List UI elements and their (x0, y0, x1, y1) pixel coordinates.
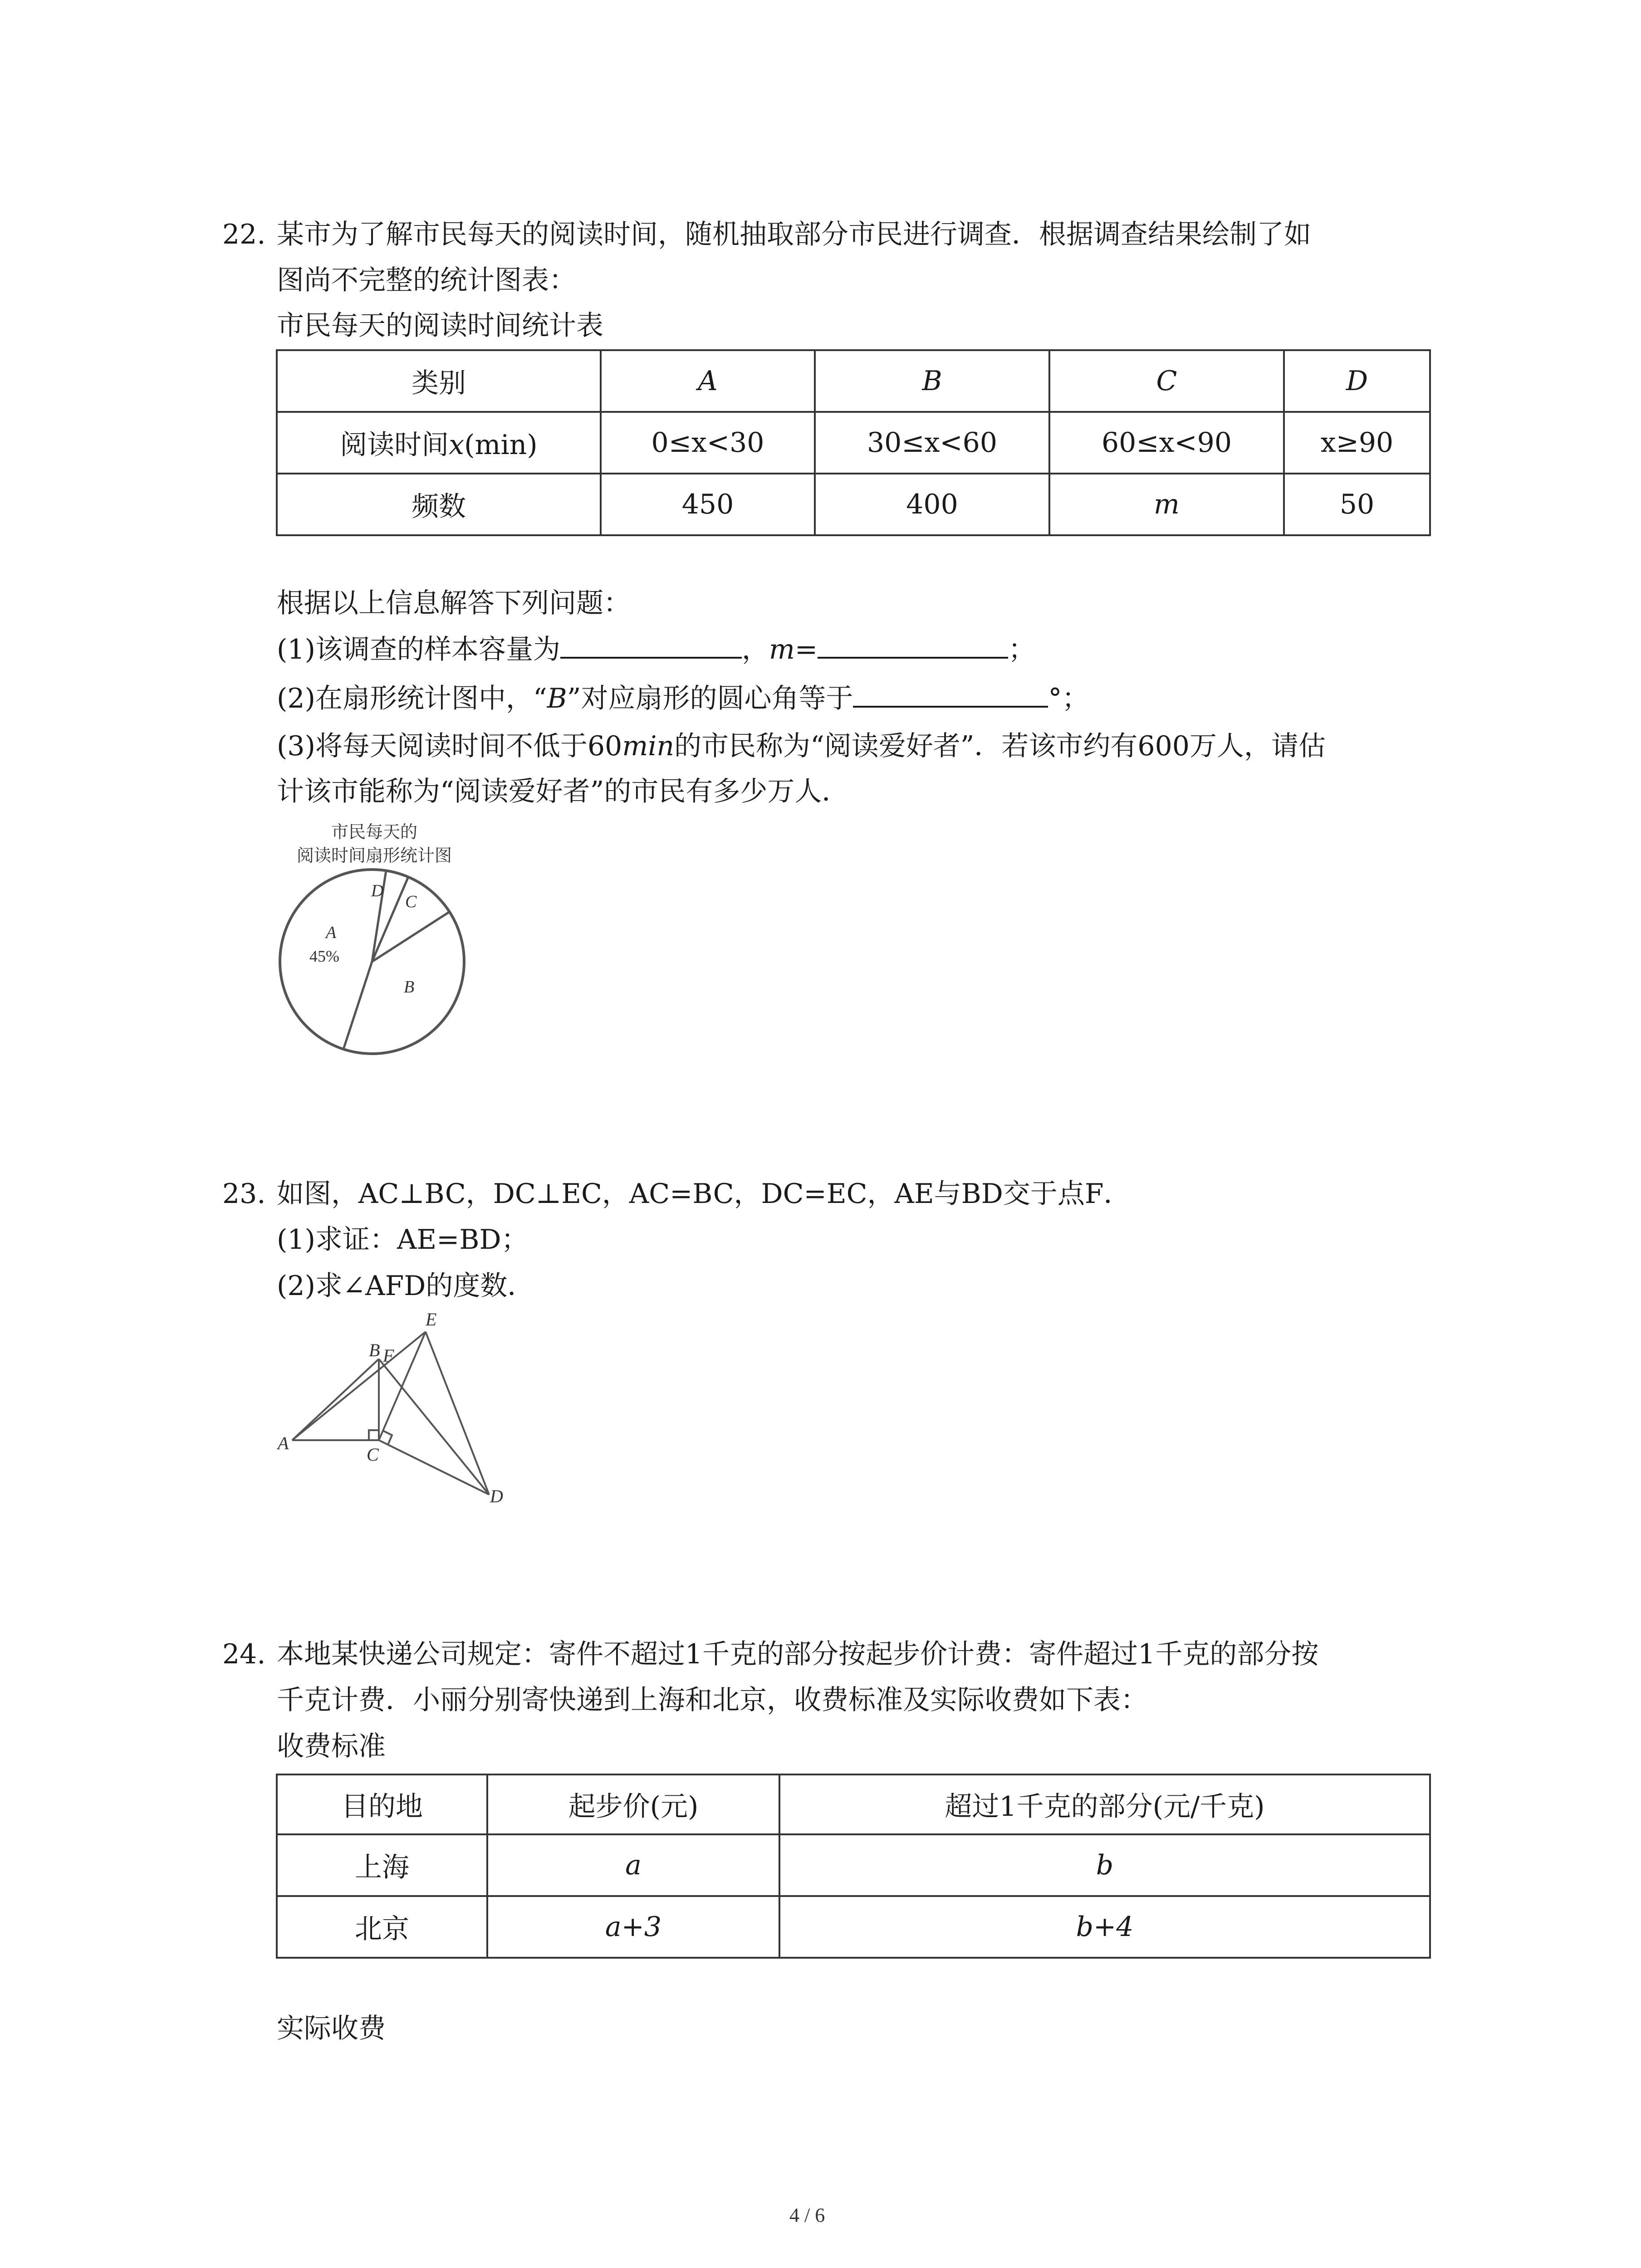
table-header-cell: B (815, 350, 1049, 412)
fee-header-cell: 超过1千克的部分(元/千克) (779, 1774, 1430, 1834)
fee-cell: b+4 (779, 1896, 1430, 1958)
page-number: 4 / 6 (789, 2204, 825, 2226)
table-header-row (277, 350, 1430, 412)
q22-prompt: 根据以上信息解答下列问题： (277, 587, 631, 619)
q23-line1: 如图，AC⊥BC，DC⊥EC，AC=BC，DC=EC，AE与BD交于点F． (277, 1178, 1131, 1210)
point-label-b: B (369, 1340, 380, 1360)
q24-line2: 千克计费．小丽分别寄快递到上海和北京，收费标准及实际收费如下表： (277, 1684, 1148, 1716)
table-header-cell: 类别 (277, 350, 601, 412)
part2-text2: ”对应扇形的圆心角等于 (567, 683, 853, 714)
row-label-text: 阅读时间 (340, 429, 449, 461)
table-cell: 400 (815, 474, 1049, 535)
fee-cell-destination: 北京 (277, 1896, 487, 1958)
fee-table-row (277, 1896, 1430, 1958)
table-row-frequency (277, 474, 1430, 535)
q24-line1: 本地某快递公司规定：寄件不超过1千克的部分按起步价计费：寄件超过1千克的部分按 (277, 1638, 1319, 1670)
answer-blank-angle (853, 680, 1048, 708)
question-number-24: 24. (222, 1638, 266, 1670)
table-row-label (277, 412, 601, 474)
part2-end: °； (1048, 683, 1089, 714)
segment-bd (379, 1359, 489, 1495)
point-label-e: E (426, 1309, 437, 1330)
fee-cell-destination: 上海 (277, 1834, 487, 1896)
q24-actual-fee-title: 实际收费 (277, 2013, 386, 2044)
part1-text: (1)该调查的样本容量为 (277, 634, 560, 665)
fee-header-cell: 目的地 (277, 1774, 487, 1834)
segment-ae (292, 1332, 426, 1440)
row-label-unit: (min) (464, 429, 538, 461)
table-header-cell: C (1049, 350, 1284, 412)
table-row-time (277, 412, 1430, 474)
pie-label-a: A (326, 923, 337, 942)
q22-part3-line1 (277, 728, 1326, 764)
q22-stem-line1: 某市为了解市民每天的阅读时间，随机抽取部分市民进行调查．根据调查结果绘制了如 (277, 219, 1311, 250)
pie-chart (272, 862, 472, 1061)
right-angle-mark-acb (369, 1430, 379, 1440)
question-number-22: 22. (222, 219, 266, 250)
table-cell: 450 (601, 474, 815, 535)
pie-label-c: C (405, 892, 417, 911)
part1-end: ； (1008, 634, 1036, 665)
q22-part3-line2: 计该市能称为“阅读爱好者”的市民有多少万人． (277, 776, 849, 807)
point-label-c: C (367, 1444, 379, 1465)
row-label-var: x (449, 429, 465, 461)
part3-text2: 的市民称为“阅读爱好者”．若该市约有600万人，请估 (674, 730, 1326, 762)
question-number-23: 23. (222, 1178, 266, 1210)
fee-cell: b (779, 1834, 1430, 1896)
reading-time-table (276, 349, 1431, 536)
table-cell: x≥90 (1284, 412, 1430, 474)
q24-table-title: 收费标准 (277, 1730, 386, 1762)
q22-stem-line2: 图尚不完整的统计图表： (277, 264, 576, 296)
pie-title-line1: 市民每天的 (331, 822, 417, 842)
segment-ab (292, 1359, 379, 1440)
fee-cell: a+3 (487, 1896, 779, 1958)
part1-var: m (769, 634, 795, 665)
pie-title-line2: 阅读时间扇形统计图 (296, 846, 452, 865)
fee-header-cell: 起步价(元) (487, 1774, 779, 1834)
q22-part1 (277, 631, 1035, 668)
pie-chart-title (268, 820, 481, 867)
table-cell: 50 (1284, 474, 1430, 535)
table-cell: 60≤x<90 (1049, 412, 1284, 474)
table-header-cell: A (601, 350, 815, 412)
fee-table-header-row (277, 1774, 1430, 1834)
point-label-a: A (278, 1433, 289, 1453)
fee-cell: a (487, 1834, 779, 1896)
segment-ed (426, 1332, 489, 1495)
triangle-figure (272, 1306, 526, 1520)
answer-blank-m (818, 631, 1008, 659)
pie-label-d: D (371, 881, 384, 900)
q23-part2: (2)求∠AFD的度数． (277, 1270, 535, 1302)
q22-part2 (277, 680, 1089, 717)
pie-label-b: B (404, 978, 415, 997)
q22-table-title: 市民每天的阅读时间统计表 (277, 310, 603, 342)
q23-part1: (1)求证：AE=BD； (277, 1224, 529, 1256)
pie-divider-a-b (343, 962, 372, 1049)
table-cell: 30≤x<60 (815, 412, 1049, 474)
part1-comma: ， (742, 634, 769, 665)
table-header-cell: D (1284, 350, 1430, 412)
table-cell: m (1049, 474, 1284, 535)
pie-label-a-percent: 45% (309, 947, 339, 965)
table-cell: 0≤x<30 (601, 412, 815, 474)
part2-var: B (547, 683, 567, 714)
point-label-d: D (490, 1486, 503, 1506)
fee-table-row (277, 1834, 1430, 1896)
segment-cd (379, 1440, 489, 1495)
part3-text: (3)将每天阅读时间不低于60 (277, 730, 622, 762)
shipping-fee-table (276, 1774, 1431, 1959)
point-label-f: F (383, 1345, 394, 1366)
table-row-label: 频数 (277, 474, 601, 535)
answer-blank-sample-size (560, 631, 742, 659)
part2-text: (2)在扇形统计图中，“ (277, 683, 547, 714)
part3-unit: min (622, 730, 675, 762)
part1-eq: = (794, 634, 818, 665)
